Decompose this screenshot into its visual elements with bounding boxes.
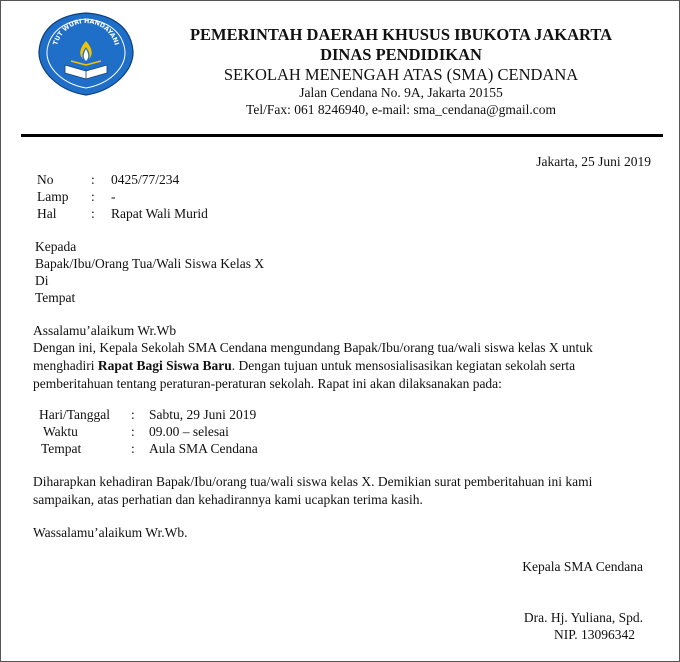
letterhead-department: DINAS PENDIDIKAN (320, 45, 482, 64)
body-text-before: Dengan ini, Kepala Sekolah SMA Cendana mengundang Bapak/Ibu/orang tua/wali siswa kelas X untuk menghadiri (33, 340, 593, 373)
meta-row-attachment (37, 188, 116, 205)
schedule-label: Waktu (43, 424, 78, 439)
farewell: Wassalamu’alaikum Wr.Wb. (33, 525, 188, 540)
schedule-value: 09.00 – selesai (149, 424, 229, 439)
meta-label: Lamp (37, 189, 69, 204)
event-name: Rapat Bagi Siswa Baru (97, 358, 232, 373)
address-kepada: Kepada (35, 239, 77, 254)
letterhead-address: Jalan Cendana No. 9A, Jakarta 20155 (299, 85, 503, 100)
schedule-colon: : (131, 441, 135, 456)
schedule-colon: : (131, 407, 135, 422)
signature-name: Dra. Hj. Yuliana, Spd. (523, 610, 643, 625)
schedule-label: Hari/Tanggal (39, 407, 111, 422)
address-recipient: Bapak/Ibu/Orang Tua/Wali Siswa Kelas X (35, 256, 265, 271)
meta-value: 0425/77/234 (111, 172, 180, 187)
address-tempat: Tempat (35, 290, 76, 305)
letterhead-contact: Tel/Fax: 061 8246940, e-mail: sma_cendana@gmail.com (246, 102, 556, 117)
schedule-row-place (39, 440, 258, 457)
schedule-value: Aula SMA Cendana (149, 441, 258, 456)
meta-colon: : (91, 172, 95, 187)
schedule-label: Tempat (41, 441, 82, 456)
letterhead-school-name: SEKOLAH MENENGAH ATAS (SMA) CENDANA (223, 65, 579, 84)
meta-colon: : (91, 206, 95, 221)
schedule-row-date (39, 406, 256, 423)
schedule-colon: : (131, 424, 135, 439)
meta-label: No (37, 172, 54, 187)
signature-nip: NIP. 13096342 (553, 627, 635, 642)
schedule-value: Sabtu, 29 Juni 2019 (149, 407, 257, 422)
logo-motto-text: TUT WURI HANDAYANI (52, 17, 120, 47)
letterhead-government: PEMERINTAH DAERAH KHUSUS IBUKOTA JAKARTA (189, 25, 613, 44)
meta-row-number (37, 171, 179, 188)
tut-wuri-handayani-logo (35, 11, 137, 97)
address-di: Di (35, 273, 49, 288)
body-paragraph-closing: Diharapkan kehadiran Bapak/Ibu/orang tua/wali siswa kelas X. Demikian surat pemberitahuan ini kami sampaikan, atas perhatian dan kehadirannya kami ucapkan terima kasih. (33, 474, 593, 507)
meta-label: Hal (37, 206, 57, 221)
letter-date: Jakarta, 25 Juni 2019 (536, 154, 651, 169)
schedule-row-time (39, 423, 229, 440)
meta-colon: : (91, 189, 95, 204)
body-text-after: . Dengan tujuan untuk mensosialisasikan kegiatan sekolah serta pemberitahuan tentang peraturan-peraturan sekolah. Rapat ini akan dilaksanakan pada: (33, 358, 576, 391)
meta-row-subject (37, 205, 208, 222)
greeting: Assalamu’alaikum Wr.Wb (33, 323, 177, 338)
meta-value: - (111, 189, 116, 204)
signature-title: Kepala SMA Cendana (522, 559, 643, 574)
body-paragraph-invitation (33, 339, 653, 393)
letterhead-divider (21, 134, 663, 137)
meta-value: Rapat Wali Murid (111, 206, 208, 221)
